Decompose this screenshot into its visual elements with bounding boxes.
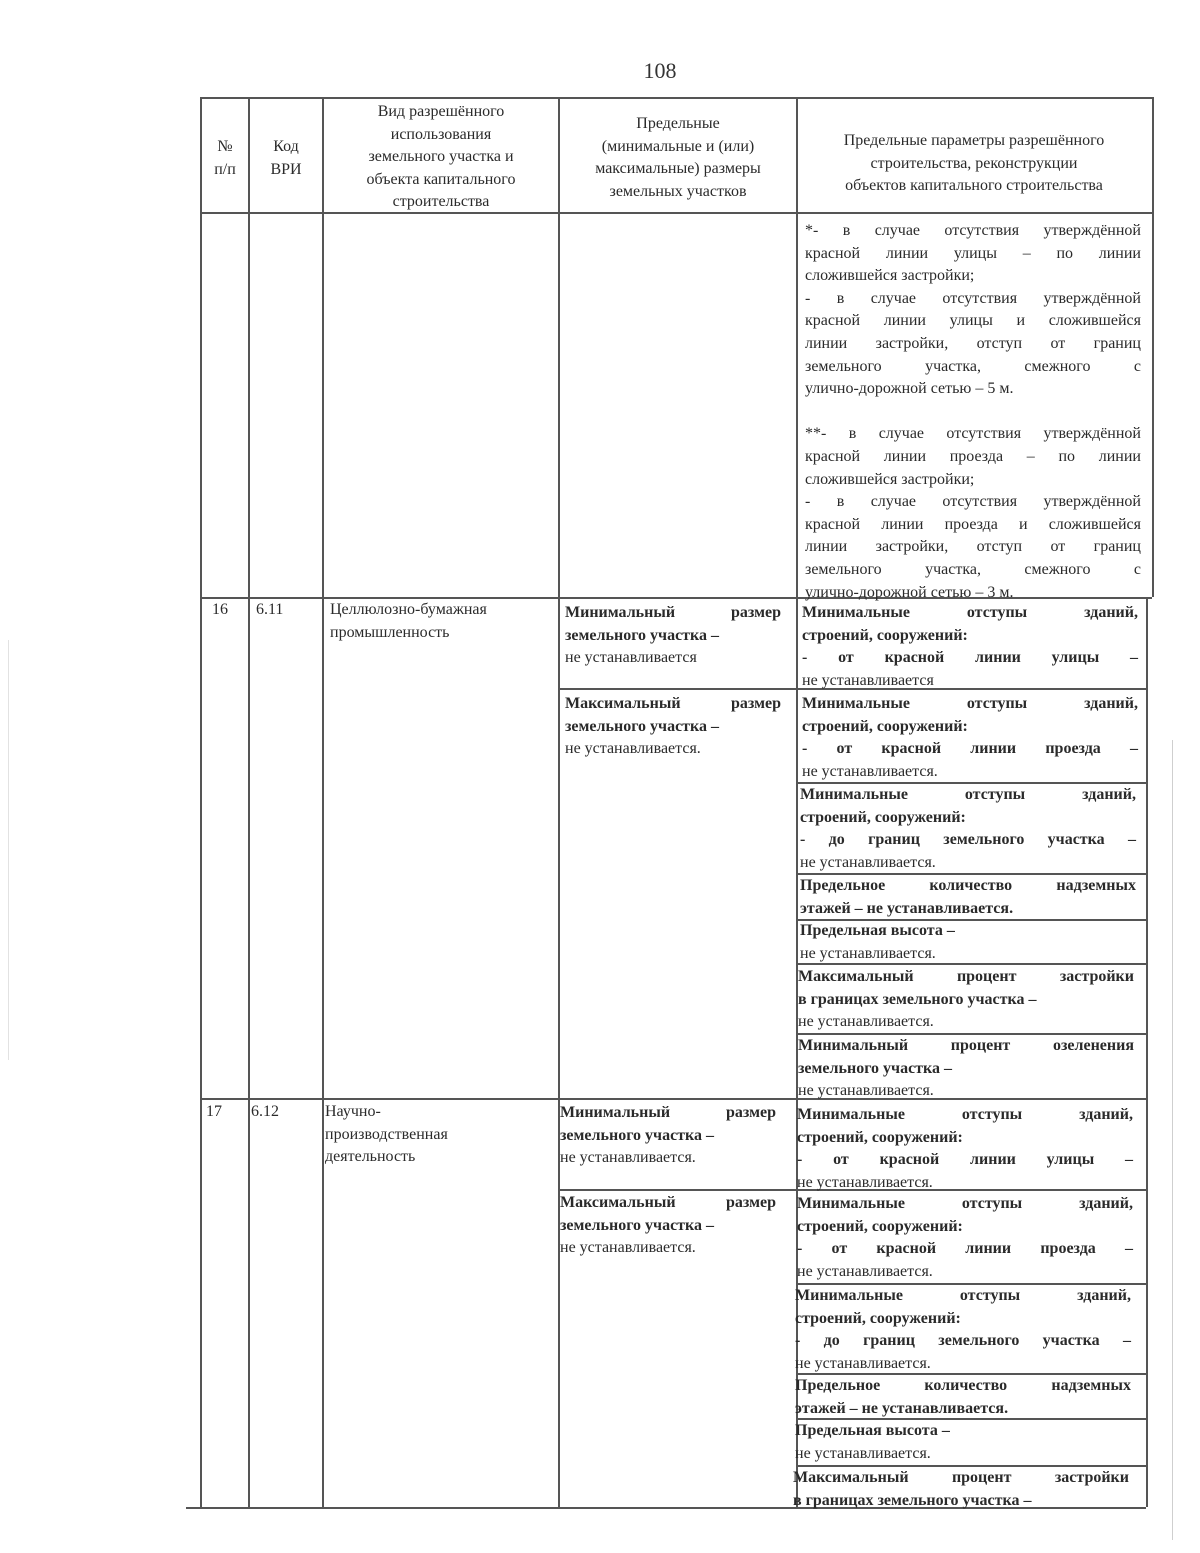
page-number: 108	[643, 58, 677, 83]
header-num: № п/п	[214, 138, 236, 178]
scan-edge-left	[8, 640, 9, 1060]
row16-param-6: Максимальный процент застройки в границах земельного участка – не устанавливается.	[798, 968, 1134, 1031]
row16-param-2: Минимальные отступы зданий, строений, сооружений: - от красной линии проезда – не устанавливается.	[802, 695, 1138, 780]
row17-num: 17	[206, 1103, 222, 1120]
row16-param-7: Минимальный процент озеленения земельного участка – не устанавливается.	[798, 1037, 1134, 1100]
row17-param-3: Минимальные отступы зданий, строений, сооружений: - до границ земельного участка – не устанавливается.	[795, 1287, 1131, 1372]
row16-param-3: Минимальные отступы зданий, строений, сооружений: - до границ земельного участка – не устанавливается.	[800, 786, 1136, 871]
row16-param-1: Минимальные отступы зданий, строений, сооружений: - от красной линии улицы – не устанавливается	[802, 604, 1138, 689]
row16-param-5: Предельная высота – не устанавливается.	[800, 922, 955, 962]
header-use: Вид разрешённого использования земельного участка и объекта капитального строительства	[366, 103, 516, 211]
row16-plot-max: Максимальный размер земельного участка – не устанавливается.	[565, 695, 781, 758]
row17-plot-min: Минимальный размер земельного участка – не устанавливается.	[560, 1104, 776, 1167]
row16-param-4: Предельное количество надземных этажей – не устанавливается.	[800, 877, 1136, 917]
row17-param-6: Максимальный процент застройки в границах земельного участка –	[793, 1469, 1129, 1509]
header-plot: Предельные (минимальные и (или) максимальные) размеры земельных участков	[595, 115, 761, 200]
row16-num: 16	[212, 601, 228, 618]
row17-use: Научно- производственная деятельность	[325, 1103, 448, 1166]
row17-param-5: Предельная высота – не устанавливается.	[795, 1422, 950, 1462]
row16-code: 6.11	[256, 601, 284, 618]
header-params: Предельные параметры разрешённого строительства, реконструкции объектов капитального строительства	[843, 132, 1105, 195]
row17-code: 6.12	[251, 1103, 279, 1120]
header-code: Код ВРИ	[270, 138, 302, 178]
row16-plot-min: Минимальный размер земельного участка – не устанавливается	[565, 604, 781, 667]
row16-use: Целлюлозно-бумажная промышленность	[330, 601, 487, 641]
continuation-notes: *- в случае отсутствия утверждённой красной линии улицы – по линии сложившейся застройки; - в случае отсутствия утверждённой красной линии улицы и сложившейся линии застройки, отступ от границ земельного участка, смежного с улично-дорожной сетью – 5 м. **- в случае отсутствия утверждённой красной линии проезда – по линии сложившейся застройки; - в случае отсутствия утверждённой красной линии проезда и сложившейся линии застройки, отступ от границ земельного участка, смежного с улично-дорожной сетью – 3 м.	[805, 222, 1141, 601]
row17-param-2: Минимальные отступы зданий, строений, сооружений: - от красной линии проезда – не устанавливается.	[797, 1195, 1133, 1280]
row17-plot-max: Максимальный размер земельного участка – не устанавливается.	[560, 1194, 776, 1257]
scan-edge	[1172, 740, 1173, 1540]
row17-param-4: Предельное количество надземных этажей – не устанавливается.	[795, 1377, 1131, 1417]
row17-param-1: Минимальные отступы зданий, строений, сооружений: - от красной линии улицы – не устанавливается.	[797, 1106, 1133, 1191]
